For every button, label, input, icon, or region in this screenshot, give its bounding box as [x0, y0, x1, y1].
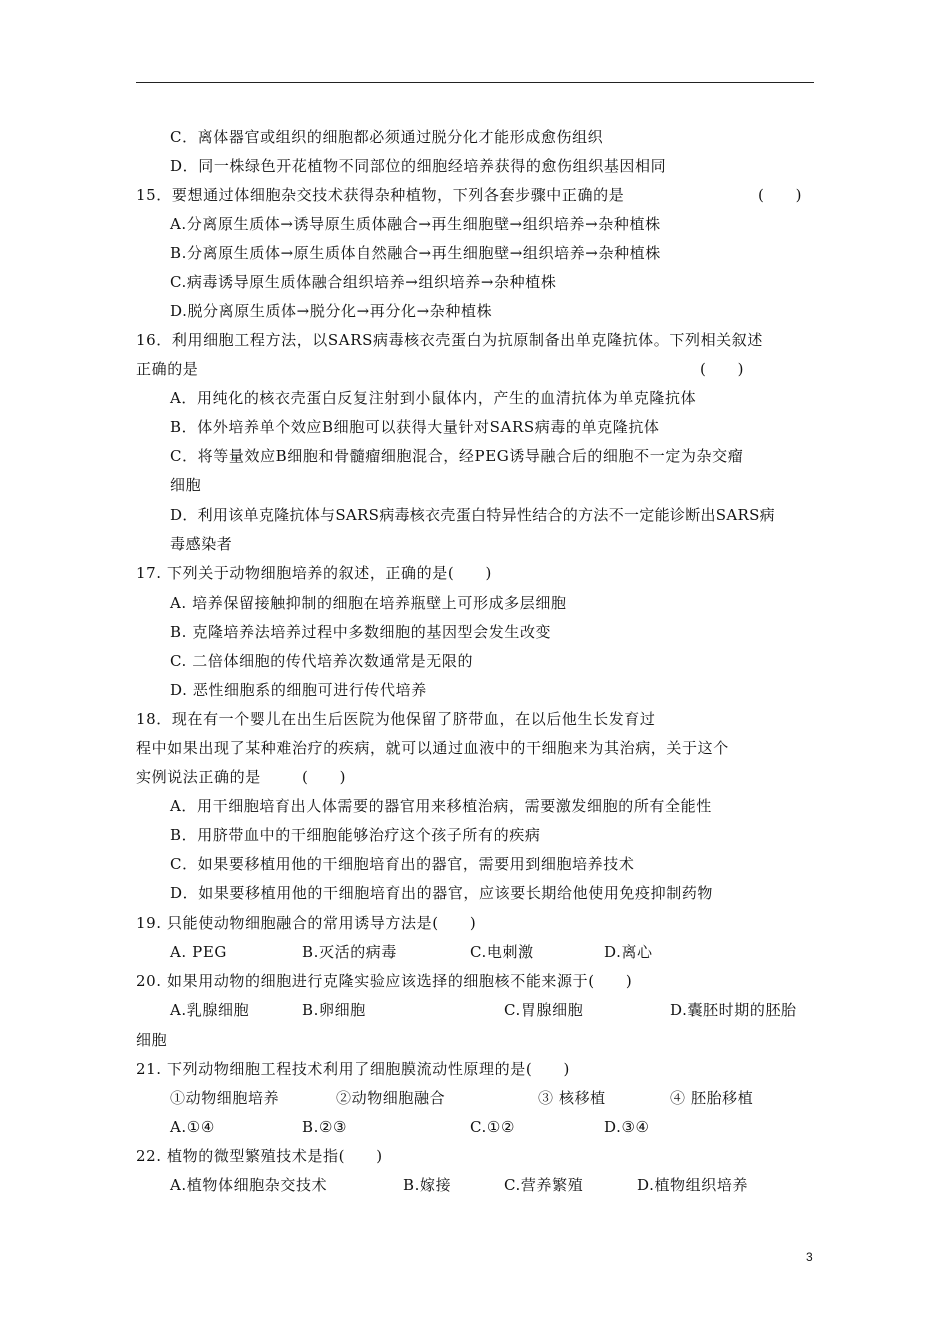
- q16-option-a: A．用纯化的核衣壳蛋白反复注射到小鼠体内，产生的血清抗体为单克隆抗体: [170, 389, 697, 407]
- q21-item-4: ④ 胚胎移植: [670, 1089, 754, 1107]
- q21-item-2: ②动物细胞融合: [336, 1089, 446, 1107]
- q19-option-a: A. PEG: [170, 943, 227, 961]
- q17-stem: 17. 下列关于动物细胞培养的叙述，正确的是( ): [136, 564, 492, 582]
- q18-option-c: C．如果要移植用他的干细胞培育出的器官，需要用到细胞培养技术: [170, 855, 635, 873]
- q15-option-d: D.脱分离原生质体→脱分化→再分化→杂种植株: [170, 302, 493, 320]
- q21-stem: 21. 下列动物细胞工程技术利用了细胞膜流动性原理的是( ): [136, 1060, 570, 1078]
- q18-stem-line2: 程中如果出现了某种难治疗的疾病，就可以通过血液中的干细胞来为其治病，关于这个: [136, 739, 729, 757]
- q16-option-c: C．将等量效应B细胞和骨髓瘤细胞混合，经PEG诱导融合后的细胞不一定为杂交瘤: [170, 447, 744, 465]
- q17-option-d: D. 恶性细胞系的细胞可进行传代培养: [170, 681, 427, 699]
- q18-stem-line3: 实例说法正确的是: [136, 768, 261, 786]
- q21-item-1: ①动物细胞培养: [170, 1089, 280, 1107]
- q21-option-c: C.①②: [470, 1118, 516, 1136]
- q15-answer-paren: ( ): [758, 186, 803, 204]
- header-rule: [136, 82, 814, 83]
- q20-option-d: D.囊胚时期的胚胎: [670, 1001, 797, 1019]
- q18-option-b: B．用脐带血中的干细胞能够治疗这个孩子所有的疾病: [170, 826, 541, 844]
- q15-option-b: B.分离原生质体→原生质体自然融合→再生细胞壁→组织培养→杂种植株: [170, 244, 661, 262]
- q22-option-c: C.营养繁殖: [504, 1176, 584, 1194]
- q20-option-a: A.乳腺细胞: [170, 1001, 250, 1019]
- q20-stem: 20. 如果用动物的细胞进行克隆实验应该选择的细胞核不能来源于( ): [136, 972, 633, 990]
- q15-stem: 15．要想通过体细胞杂交技术获得杂种植物，下列各套步骤中正确的是: [136, 186, 625, 204]
- q21-option-d: D.③④: [604, 1118, 650, 1136]
- q16-option-b: B．体外培养单个效应B细胞可以获得大量针对SARS病毒的单克隆抗体: [170, 418, 660, 436]
- q19-option-b: B.灭活的病毒: [302, 943, 397, 961]
- q16-answer-paren: ( ): [700, 360, 745, 378]
- q22-option-a: A.植物体细胞杂交技术: [170, 1176, 328, 1194]
- q15-option-a: A.分离原生质体→诱导原生质体融合→再生细胞壁→组织培养→杂种植株: [170, 215, 661, 233]
- q18-stem-line1: 18．现在有一个婴儿在出生后医院为他保留了脐带血，在以后他生长发育过: [136, 710, 656, 728]
- q17-option-a: A. 培养保留接触抑制的细胞在培养瓶壁上可形成多层细胞: [170, 594, 567, 612]
- q19-stem: 19. 只能使动物细胞融合的常用诱导方法是( ): [136, 914, 477, 932]
- q16-stem-line1: 16．利用细胞工程方法，以SARS病毒核衣壳蛋白为抗原制备出单克隆抗体。下列相关叙述: [136, 331, 763, 349]
- q14-option-d: D．同一株绿色开花植物不同部位的细胞经培养获得的愈伤组织基因相同: [170, 157, 667, 175]
- q18-option-a: A．用干细胞培育出人体需要的器官用来移植治病，需要激发细胞的所有全能性: [170, 797, 712, 815]
- q19-option-d: D.离心: [604, 943, 653, 961]
- q16-option-c-cont: 细胞: [170, 476, 202, 494]
- q21-item-3: ③ 核移植: [538, 1089, 606, 1107]
- q17-option-c: C. 二倍体细胞的传代培养次数通常是无限的: [170, 652, 474, 670]
- page-number: 3: [806, 1250, 813, 1264]
- q16-option-d-cont: 毒感染者: [170, 535, 233, 553]
- q16-option-d: D．利用该单克隆抗体与SARS病毒核衣壳蛋白特异性结合的方法不一定能诊断出SARS病: [170, 506, 775, 524]
- q14-option-c: C．离体器官或组织的细胞都必须通过脱分化才能形成愈伤组织: [170, 128, 604, 146]
- q18-option-d: D．如果要移植用他的干细胞培育出的器官，应该要长期给他使用免疫抑制药物: [170, 884, 714, 902]
- q19-option-c: C.电刺激: [470, 943, 534, 961]
- q15-option-c: C.病毒诱导原生质体融合组织培养→组织培养→杂种植株: [170, 273, 557, 291]
- q21-option-a: A.①④: [170, 1118, 215, 1136]
- q22-stem: 22. 植物的微型繁殖技术是指( ): [136, 1147, 383, 1165]
- q21-option-b: B.②③: [302, 1118, 348, 1136]
- q22-option-d: D.植物组织培养: [637, 1176, 749, 1194]
- q17-option-b: B. 克隆培养法培养过程中多数细胞的基因型会发生改变: [170, 623, 552, 641]
- q18-answer-paren: ( ): [302, 768, 347, 786]
- q20-option-c: C.胃腺细胞: [504, 1001, 584, 1019]
- q22-option-b: B.嫁接: [403, 1176, 452, 1194]
- q20-option-d-cont: 细胞: [136, 1031, 168, 1049]
- q20-option-b: B.卵细胞: [302, 1001, 366, 1019]
- q16-stem-line2: 正确的是: [136, 360, 199, 378]
